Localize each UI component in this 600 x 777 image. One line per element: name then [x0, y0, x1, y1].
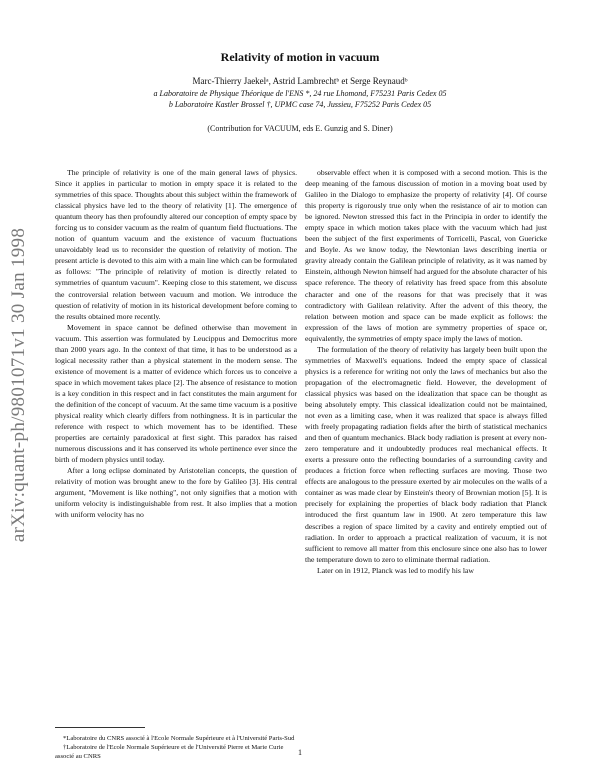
page-number: 1 [298, 748, 302, 757]
author-list: Marc-Thierry Jaekelᵃ, Astrid Lambrechtᵇ et Serge Reynaudᵇ [192, 76, 408, 86]
affiliation-b: b Laboratoire Kastler Brossel †, UPMC case 74, Jussieu, F75252 Paris Cedex 05 [168, 100, 432, 109]
paragraph: observable effect when it is composed with a second motion. This is the deep meaning of the famous discussion of motion in a moving boat used by Galileo in the Dialogo to emphasize the property of relativity [4]. Of course this property is rigorously true only when the resistance of air to motion can be ignored. Newton stressed this fact in the Principia in order to identify the empty space in which motion takes place with the vacuum which had just been the subject of the first experiments of Torricelli, Pascal, von Guericke and Boyle. As we know today, the Newtonian laws describing inertia or gravity already contain the Galilean principle of relativity, as it was named by Einstein, although Newton himself had argued for the absolute character of his space reference. The theory of relativity has freed space from this absolute character and one of the reasons for that was precisely that it was contradictory with Galilean relativity. After the advent of this theory, the relation between motion and space can be made explicit as follows: the expression of the laws of motion are symmetry properties of space or, equivalently, the symmetries of empty space imply the laws of motion. [305, 168, 547, 343]
paragraph: Later on in 1912, Planck was led to modify his law [317, 565, 474, 575]
paragraph: The principle of relativity is one of the main general laws of physics. Since it applies in particular to motion in empty space it is related to the symmetries of this space. Thoughts about this subject within the framework of classical physics have led to the theory of relativity [1]. The emergence of quantum theory has then profoundly altered our conception of empty space by forcing us to consider vacuum as the realm of quantum field fluctuations. The notion of quantum vacuum and the existence of vacuum fluctuations unavoidably lead us to reconsider the question of relativity of motion. The present article is devoted to this aim with a main line which can be formulated as follows: "The principle of relativity of motion is directly related to symmetries of quantum vacuum". Keeping close to this statement, we discuss the controversial relation between vacuum and motion. We introduce the question of relativity of motion in its historical development before coming to the results obtained more recently. [55, 168, 297, 321]
footnote: *Laboratoire du CNRS associé à l'Ecole Normale Supérieure et à l'Université Paris-Sud [63, 735, 295, 742]
contribution-note: (Contribution for VACUUM, eds E. Gunzig and S. Diner) [207, 124, 393, 133]
paragraph: Movement in space cannot be defined otherwise than movement in vacuum. This assertion was formulated by Leucippus and Democritus more than 2000 years ago. In the context of that time, it has to be understood as a logical necessity rather than a physical statement in the modern sense. The existence of movement is a matter of evidence which forces us to conceive a space in which movement takes place [2]. The absence of resistance to motion is a key condition in this respect and in fact constitutes the main argument for the definition of the concept of vacuum. At the same time vacuum is a positive physical reality which clearly differs from nothingness. It is in particular the reference with respect to which movement has to be identified. These properties are certainly paradoxical at first sight. This paradox has raised numerous discussions and it has conserved its whole pertinence ever since the birth of modern physics until today. [55, 322, 297, 465]
affiliation-a: a Laboratoire de Physique Théorique de l'ENS *, 24 rue Lhomond, F75231 Paris Cedex 05 [153, 89, 447, 98]
paragraph: The formulation of the theory of relativity has largely been built upon the symmetries of Maxwell's equations. Indeed the empty space of classical physics is a reference for writing not only the laws of mechanics but also the propagation of the electromagnetic field. However, the development of classical physics was based on the idealization that space can be thought as being absolutely empty. This classical idealization could not be maintained, not even as a limiting case, when it was realized that space is always filled with freely propagating radiation fields after the birth of statistical mechanics and then of quantum mechanics. Black body radiation is present at every non-zero temperature and it undoubtedly produces real mechanical effects. It exerts a pressure onto the reflecting boundaries of a surrounding cavity and produces a friction force when reflecting surfaces are moving. Those two effects are analogous to the pressure exerted by air molecules on the walls of a container as was made clear by Einstein's theory of Brownian motion [5]. It is precisely for explaining the properties of black body radiation that Planck introduced the first quantum law in 1900. At zero temperature this law describes a region of space limited by a cavity and entirely emptied out of radiation. In order to approach a practical realization of vacuum, it is not sufficient to remove all matter from this enclosure since one also has to lower the temperature down to zero to eliminate thermal radiation. [305, 344, 547, 564]
arxiv-identifier-watermark [6, 175, 32, 595]
footnote: †Laboratoire de l'Ecole Normale Supérieure et de l'Université Pierre et Marie Curie associé au CNRS [55, 744, 284, 760]
footnote-rule [55, 727, 145, 728]
arxiv-identifier-text: arXiv:quant-ph/9801071v1 30 Jan 1998 [8, 227, 29, 543]
left-text-column [55, 167, 297, 723]
paper-title: Relativity of motion in vacuum [220, 50, 380, 64]
right-text-column [305, 167, 547, 777]
paragraph: After a long eclipse dominated by Aristotelian concepts, the question of relativity of motion was brought anew to the fore by Galileo [3]. His central argument, "Movement is like nothing", not only signifies that a motion with uniform velocity is indistinguishable from rest. It also implies that a motion with uniform velocity has no [55, 466, 297, 520]
